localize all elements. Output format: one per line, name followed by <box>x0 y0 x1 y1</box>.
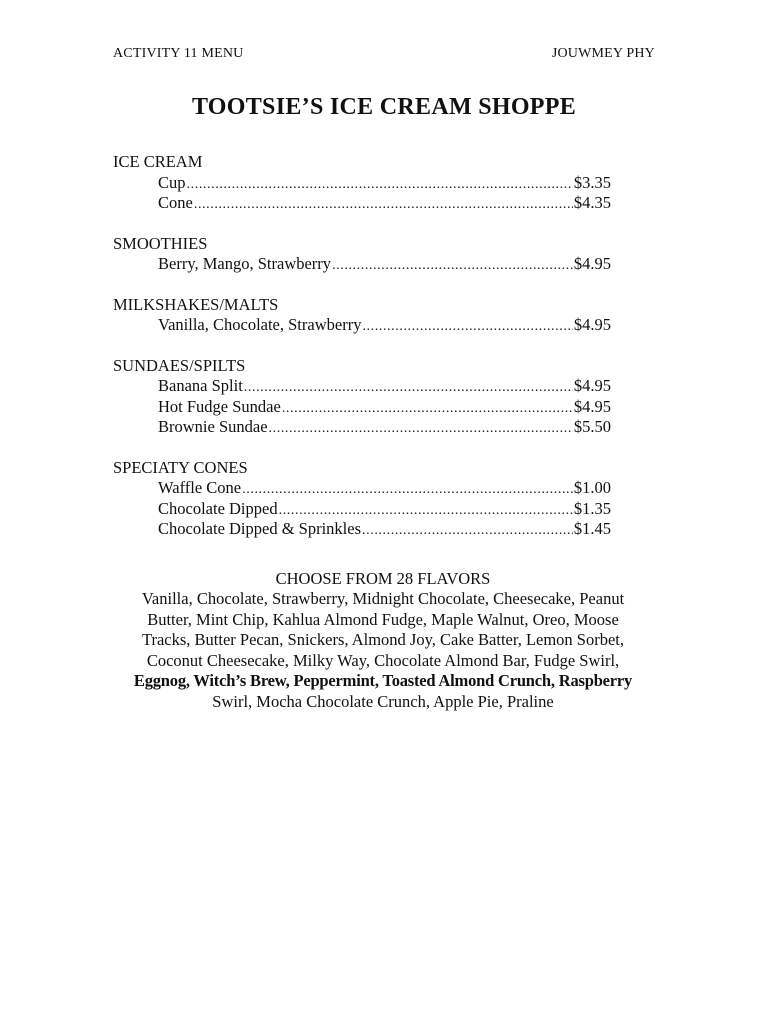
section-title: ICE CREAM <box>113 152 203 171</box>
dot-leader <box>362 521 573 542</box>
item-name: Vanilla, Chocolate, Strawberry <box>158 315 362 334</box>
dot-leader <box>187 175 573 196</box>
section-title: SMOOTHIES <box>113 233 208 253</box>
item-name: Cup <box>158 172 186 192</box>
menu-section-specialty-cones <box>113 458 611 540</box>
item-price: $4.95 <box>573 254 611 273</box>
dot-leader <box>242 480 573 501</box>
item-price: $3.35 <box>573 172 611 192</box>
flavors-title: CHOOSE FROM 28 FLAVORS <box>275 569 491 588</box>
flavors-line: Swirl, Mocha Chocolate Crunch, Apple Pie, Praline <box>212 691 554 711</box>
item-price: $5.50 <box>573 417 611 436</box>
flavors-line: Eggnog, Witch’s Brew, Peppermint, Toasted Almond Crunch, Raspberry <box>133 671 633 691</box>
dot-leader <box>244 378 573 399</box>
header-activity-label: ACTIVITY 11 MENU <box>113 46 244 61</box>
item-price: $1.00 <box>573 478 611 497</box>
section-title: SUNDAES/SPILTS <box>113 355 246 375</box>
menu-item <box>113 499 611 520</box>
flavors-line: Vanilla, Chocolate, Strawberry, Midnight Chocolate, Cheesecake, Peanut <box>141 589 625 608</box>
flavors-block <box>113 568 653 713</box>
menu-item <box>113 376 611 397</box>
section-title: SPECIATY CONES <box>113 457 248 477</box>
section-title: MILKSHAKES/MALTS <box>113 294 279 314</box>
menu-item <box>113 478 611 499</box>
menu-item <box>113 254 611 275</box>
item-name: Waffle Cone <box>158 478 242 497</box>
item-price: $4.95 <box>573 396 611 416</box>
dot-leader <box>332 256 573 277</box>
menu-item <box>113 193 611 214</box>
menu-item <box>113 397 611 418</box>
dot-leader <box>279 501 573 522</box>
menu-list <box>113 152 611 560</box>
item-price: $4.95 <box>573 315 611 334</box>
item-price: $4.95 <box>573 376 611 395</box>
menu-item <box>113 315 611 336</box>
item-name: Banana Split <box>158 376 243 395</box>
dot-leader <box>362 317 572 338</box>
menu-section-sundaes <box>113 356 611 438</box>
header-author-label: JOUWMEY PHY <box>551 46 655 61</box>
item-price: $1.45 <box>573 519 611 538</box>
menu-item <box>113 519 611 540</box>
page-title: TOOTSIE’S ICE CREAM SHOPPE <box>191 94 577 120</box>
menu-item <box>113 173 611 194</box>
item-name: Chocolate Dipped & Sprinkles <box>158 519 362 538</box>
menu-item <box>113 417 611 438</box>
item-name: Hot Fudge Sundae <box>158 396 281 416</box>
menu-section-ice-cream <box>113 152 611 214</box>
flavors-line: Butter, Mint Chip, Kahlua Almond Fudge, Maple Walnut, Oreo, Moose <box>147 609 619 629</box>
item-name: Berry, Mango, Strawberry <box>158 254 332 273</box>
dot-leader <box>282 399 573 420</box>
dot-leader <box>194 195 573 216</box>
item-name: Brownie Sundae <box>158 417 268 436</box>
item-price: $4.35 <box>573 193 611 212</box>
item-name: Chocolate Dipped <box>158 498 278 518</box>
flavors-line: Coconut Cheesecake, Milky Way, Chocolate Almond Bar, Fudge Swirl, <box>146 650 620 670</box>
menu-section-smoothies <box>113 234 611 275</box>
item-price: $1.35 <box>573 498 611 518</box>
dot-leader <box>269 419 573 440</box>
menu-section-milkshakes <box>113 295 611 336</box>
flavors-line: Tracks, Butter Pecan, Snickers, Almond Joy, Cake Batter, Lemon Sorbet, <box>141 630 625 650</box>
item-name: Cone <box>158 193 193 212</box>
